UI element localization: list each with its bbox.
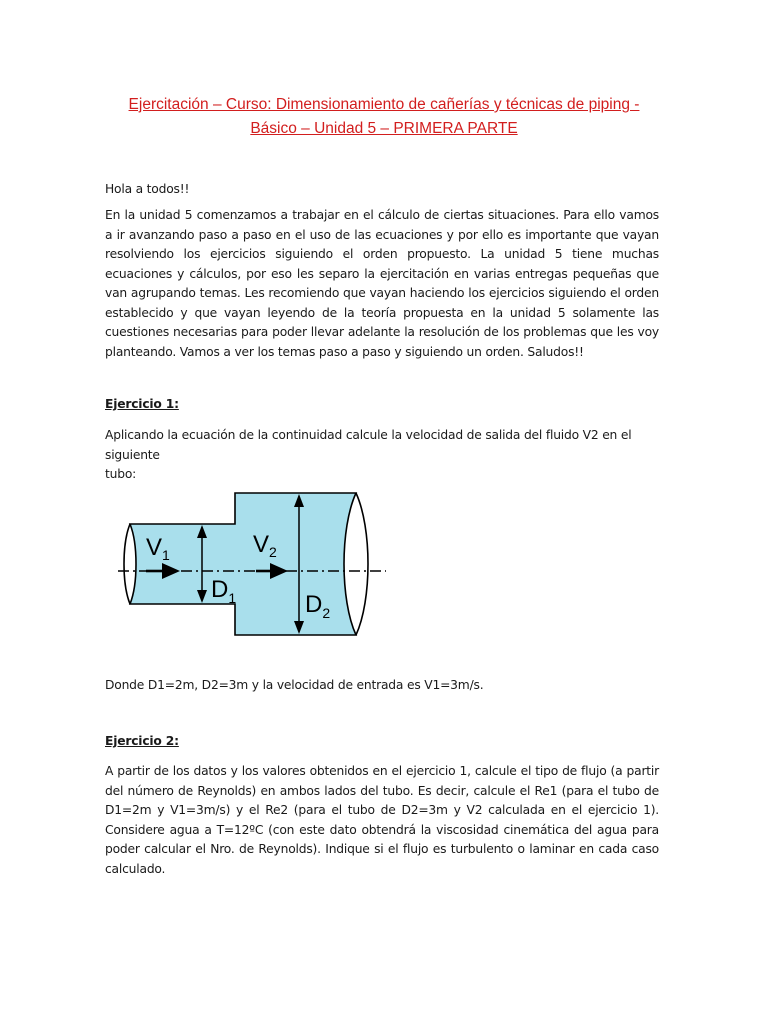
exercise-2-statement: A partir de los datos y los valores obtenidos en el ejercicio 1, calcule el tipo de flujo (a partir del número de Reynolds) en ambos lados del tubo. Es decir, calcule el Re1 (para el tubo de D1=2m y V1=3m/s) y el Re2 (para el tubo de D2=3m y V2 calculada en el ejercicio 1). Considere agua a T=12ºC (con este dato obtendrá la viscosidad cinemática del agua para poder calcular el Nro. de Reynolds). Indique si el flujo es turbulento o laminar en cada caso calculado. xyxy=(105,764,659,876)
exercise-1-statement-line-1: Aplicando la ecuación de la continuidad calcule la velocidad de salida del fluido V2 en el siguiente xyxy=(105,428,632,462)
pipe-diagram xyxy=(118,488,388,640)
intro-paragraph: En la unidad 5 comenzamos a trabajar en el cálculo de ciertas situaciones. Para ello vamos a ir avanzando paso a paso en el uso de las ecuaciones y por ello es importante que vayan resolviendo los ejercicios siguiendo el orden propuesto. La unidad 5 tiene muchas ecuaciones y cálculos, por eso les separo la ejercitación en varias entregas pequeñas que van agrupando temas. Les recomiendo que vayan haciendo los ejercicios siguiendo el orden establecido y que vayan leyendo de la teoría propuesta en la unidad 5 solamente las cuestiones necesarias para poder llevar adelante la resolución de los problemas que les voy planteando. Vamos a ver los temas paso a paso y siguiendo un orden. Saludos!! xyxy=(105,208,659,359)
document-title-line-1: Ejercitación – Curso: Dimensionamiento de cañerías y técnicas de piping - xyxy=(128,96,640,113)
v2-label: $V_2$ xyxy=(253,531,277,560)
d2-label: $D_2$ xyxy=(305,591,331,621)
exercise-1-data: Donde D1=2m, D2=3m y la velocidad de entrada es V1=3m/s. xyxy=(105,678,484,692)
inlet-edge xyxy=(124,524,130,604)
document-title-line-2: Básico – Unidad 5 – PRIMERA PARTE xyxy=(250,120,518,137)
greeting-text: Hola a todos!! xyxy=(105,182,190,196)
outlet-edge xyxy=(356,493,368,635)
exercise-1-statement xyxy=(105,426,659,485)
exercise-1-statement-line-2: tubo: xyxy=(105,467,137,481)
exercise-1-heading: Ejercicio 1: xyxy=(105,397,179,411)
exercise-2-heading: Ejercicio 2: xyxy=(105,734,179,748)
v1-label: $V_1$ xyxy=(146,534,170,563)
d1-label: $D_1$ xyxy=(211,576,237,606)
document-title xyxy=(100,93,668,141)
